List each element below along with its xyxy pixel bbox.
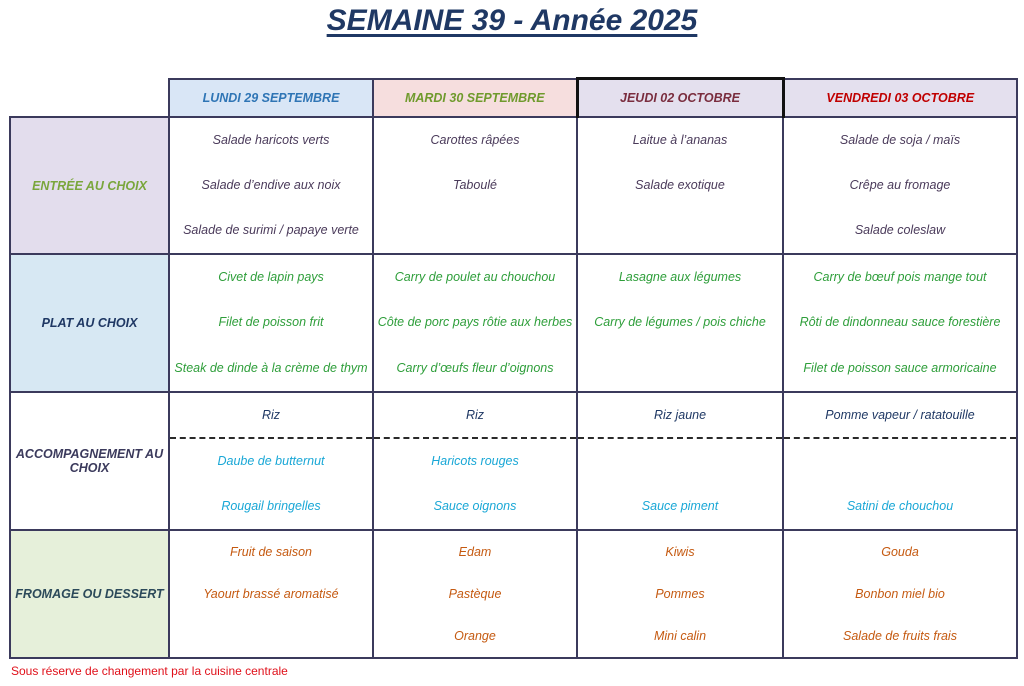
fromage-cell	[783, 530, 1017, 658]
accompagnement-side-item: Rougail bringelles	[221, 499, 321, 513]
accompagnement-main-item: Riz	[170, 393, 372, 439]
fromage-item	[170, 629, 372, 644]
plat-item: Civet de lapin pays	[218, 270, 324, 285]
accompagnement-cell	[783, 392, 1017, 530]
accompagnement-main-item: Pomme vapeur / ratatouille	[784, 393, 1016, 439]
day-header-tuesday: MARDI 30 SEPTEMBRE	[373, 79, 577, 118]
day-header-thursday: JEUDI 02 OCTOBRE	[577, 79, 783, 118]
fromage-item: Edam	[458, 544, 492, 559]
category-fromage: FROMAGE OU DESSERT	[10, 530, 169, 658]
plat-item: Carry d’œufs fleur d’oignons	[396, 360, 554, 375]
plat-item: Carry de légumes / pois chiche	[594, 315, 766, 330]
plat-item: Filet de poisson frit	[218, 315, 324, 330]
entree-cell	[373, 117, 577, 254]
accompagnement-cell	[169, 392, 373, 530]
fromage-item: Salade de fruits frais	[843, 628, 957, 643]
entree-item: Crêpe au fromage	[849, 178, 951, 192]
day-header-monday: LUNDI 29 SEPTEMBRE	[169, 79, 373, 118]
accompagnement-row	[10, 392, 1017, 530]
accompagnement-side-list	[578, 439, 782, 529]
day-header-friday: VENDREDI 03 OCTOBRE	[783, 79, 1017, 118]
fromage-item: Orange	[454, 628, 496, 643]
entree-cell	[577, 117, 783, 254]
accompagnement-cell	[577, 392, 783, 530]
accompagnement-side-list	[170, 439, 372, 529]
entree-item: Carottes râpées	[430, 133, 520, 147]
fromage-row	[10, 530, 1017, 658]
fromage-cell	[169, 530, 373, 658]
plat-row	[10, 254, 1017, 392]
plat-item: Steak de dinde à la crème de thym	[174, 360, 368, 375]
entree-cell	[169, 117, 373, 254]
plat-item: Carry de bœuf pois mange tout	[813, 270, 987, 285]
accompagnement-main-item: Riz	[374, 393, 576, 439]
entree-item: Salade coleslaw	[854, 223, 946, 237]
fromage-item: Mini calin	[653, 628, 707, 643]
plat-cell	[783, 254, 1017, 392]
plat-item: Lasagne aux légumes	[618, 270, 742, 285]
fromage-cell	[373, 530, 577, 658]
entree-row	[10, 117, 1017, 254]
fromage-cell	[577, 530, 783, 658]
fromage-item: Yaourt brassé aromatisé	[203, 586, 339, 601]
plat-item: Filet de poisson sauce armoricaine	[803, 360, 997, 375]
accompagnement-side-item: Sauce piment	[641, 499, 719, 513]
entree-item: Salade de surimi / papaye verte	[183, 223, 359, 237]
accompagnement-side-list	[784, 439, 1016, 529]
disclaimer-footer: Sous réserve de changement par la cuisine centrale	[11, 664, 288, 678]
entree-item: Salade haricots verts	[212, 133, 330, 147]
accompagnement-side-item	[784, 454, 1016, 469]
entree-item: Laitue à l’ananas	[632, 133, 728, 147]
category-accompagnement: ACCOMPAGNEMENT AU CHOIX	[10, 392, 169, 530]
entree-item: Taboulé	[452, 178, 498, 192]
fromage-item: Kiwis	[665, 544, 695, 559]
accompagnement-side-item: Satini de chouchou	[846, 499, 954, 513]
plat-item: Rôti de dindonneau sauce forestière	[799, 315, 1001, 330]
entree-item: Salade exotique	[635, 178, 725, 192]
plat-item: Carry de poulet au chouchou	[394, 270, 556, 285]
accompagnement-side-item	[578, 454, 782, 469]
accompagnement-main-item: Riz jaune	[578, 393, 782, 439]
plat-item: Côte de porc pays rôtie aux herbes	[377, 315, 573, 330]
accompagnement-side-item: Haricots rouges	[431, 454, 519, 468]
fromage-item: Pommes	[655, 586, 705, 601]
accompagnement-cell	[373, 392, 577, 530]
plat-cell	[577, 254, 783, 392]
plat-cell	[169, 254, 373, 392]
fromage-item: Gouda	[881, 544, 919, 559]
menu-table	[9, 77, 1018, 659]
entree-item	[374, 223, 576, 238]
plat-cell	[373, 254, 577, 392]
accompagnement-side-list	[374, 439, 576, 529]
page-title: SEMAINE 39 - Année 2025	[326, 4, 698, 37]
category-plat: PLAT AU CHOIX	[10, 254, 169, 392]
accompagnement-side-item: Sauce oignons	[433, 499, 517, 513]
table-corner	[10, 79, 169, 118]
category-entree: ENTRÉE AU CHOIX	[10, 117, 169, 254]
fromage-item: Bonbon miel bio	[855, 586, 945, 601]
plat-item	[578, 361, 782, 376]
entree-item	[578, 223, 782, 238]
entree-item: Salade de soja / maïs	[839, 133, 961, 147]
day-header-row	[10, 79, 1017, 118]
fromage-item: Pastèque	[448, 586, 502, 601]
accompagnement-side-item: Daube de butternut	[217, 454, 325, 468]
entree-cell	[783, 117, 1017, 254]
fromage-item: Fruit de saison	[230, 544, 312, 559]
entree-item: Salade d’endive aux noix	[201, 178, 341, 192]
